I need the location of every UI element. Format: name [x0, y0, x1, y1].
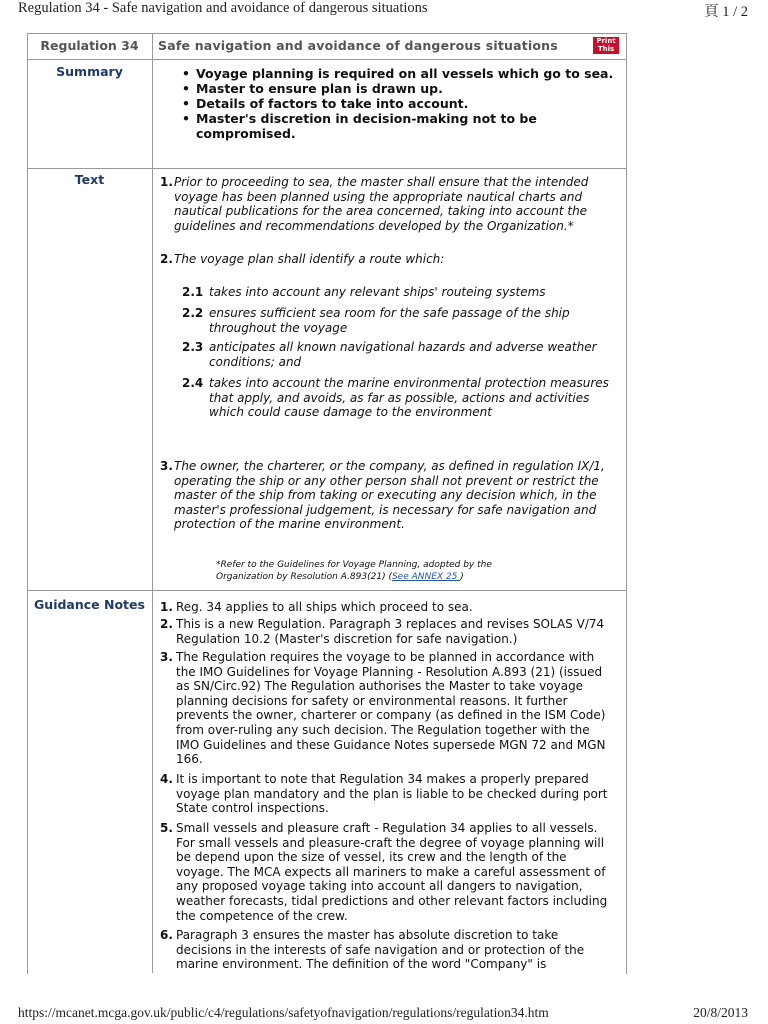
guidance-item: [160, 617, 615, 646]
item-number: 4.: [160, 772, 173, 786]
summary-item: • Details of factors to take into account.: [178, 96, 618, 111]
item-number: 2.: [160, 617, 173, 631]
print-button[interactable]: [593, 37, 619, 54]
guidance-item: [160, 928, 615, 972]
footnote-text: *Refer to the Guidelines for Voyage Planning, adopted by the Organization by Resolution A.893(21) (: [216, 560, 492, 582]
subitem-text: ensures sufficient sea room for the safe passage of the ship throughout the voyage: [209, 306, 570, 335]
summary-item: • Master's discretion in decision-making not to be compromised.: [178, 111, 618, 141]
item-text: The Regulation requires the voyage to be planned in accordance with the IMO Guidelines for Voyage Planning - Resolution A.893 (21) (issued as SN/Circ.92) The Regulation authorises the Master to take voyage planning decisions for safety or environmental reasons. It further prevents the owner, charterer or company (as defined in the ISM Code) from over-ruling any such decision. The Regulation together with the IMO Guidelines and these Guidance Notes supersede MGN 72 and MGN 166.: [176, 650, 606, 767]
paragraph-text: The voyage plan shall identify a route which:: [174, 252, 445, 266]
text-paragraph-3: [160, 459, 615, 532]
text-subitem: [182, 376, 612, 420]
text-subitem: [182, 306, 612, 335]
paragraph-number: 2.: [160, 252, 173, 266]
item-number: 5.: [160, 821, 173, 835]
row-divider: [27, 59, 626, 60]
subitem-number: 2.2: [182, 306, 204, 320]
item-text: This is a new Regulation. Paragraph 3 replaces and revises SOLAS V/74 Regulation 10.2 (Master's discretion for safe navigation.): [176, 617, 605, 646]
summary-item: • Master to ensure plan is drawn up.: [178, 81, 618, 96]
footnote: [216, 560, 546, 583]
print-button-label: This: [597, 45, 615, 53]
subitem-number: 2.3: [182, 340, 204, 354]
item-number: 6.: [160, 928, 173, 942]
text-subitem: [182, 285, 612, 300]
guidance-item: [160, 650, 615, 767]
regulation-label: Regulation 34: [40, 38, 139, 53]
page-footer-date: 20/8/2013: [693, 1005, 748, 1020]
paragraph-text: The owner, the charterer, or the company, as defined in regulation IX/1, operating the ship or any other person shall not prevent or restrict the master of the ship from taking or executing any decision which, in the master's professional judgement, is necessary for safe navigation and protection of the marine environment.: [174, 459, 605, 532]
paragraph-number: 3.: [160, 459, 173, 473]
paragraph-number: 1.: [160, 175, 173, 189]
item-number: 3.: [160, 650, 173, 664]
guidance-label: Guidance Notes: [34, 597, 145, 612]
text-subitem: [182, 340, 612, 369]
item-text: Small vessels and pleasure craft - Regulation 34 applies to all vessels. For small vessels and pleasure-craft the degree of voyage planning will be depend upon the size of vessel, its crew and the length of the voyage. The MCA expects all mariners to make a careful assessment of any proposed voyage taking into account all dangers to navigation, weather forecasts, tidal predictions and other relevant factors including the competence of the crew.: [176, 821, 608, 923]
annex-link[interactable]: See ANNEX 25: [391, 571, 461, 582]
page-header-title: Regulation 34 - Safe navigation and avoidance of dangerous situations: [18, 0, 428, 16]
guidance-item: [160, 772, 615, 816]
item-text: It is important to note that Regulation 34 makes a properly prepared voyage plan mandatory and the plan is liable to be checked during port State control inspections.: [176, 772, 608, 816]
subitem-number: 2.1: [182, 285, 204, 299]
text-paragraph-1: [160, 175, 615, 233]
page-footer-url: https://mcanet.mcga.gov.uk/public/c4/regulations/safetyofnavigation/regulations/regulation34.htm: [18, 1005, 549, 1020]
summary-list: [178, 66, 618, 141]
print-button-label: Print: [596, 37, 616, 45]
row-divider: [27, 590, 626, 591]
text-paragraph-2: [160, 252, 615, 267]
guidance-item: [160, 600, 615, 615]
item-number: 1.: [160, 600, 173, 614]
regulation-title: Safe navigation and avoidance of dangerous situations: [158, 38, 558, 53]
summary-label: Summary: [56, 64, 123, 79]
column-divider: [152, 33, 153, 973]
subitem-text: takes into account the marine environmental protection measures that apply, and avoids, as far as possible, actions and activities which could cause damage to the environment: [209, 376, 609, 420]
summary-item: • Voyage planning is required on all vessels which go to sea.: [178, 66, 618, 81]
page-indicator: 頁 1 / 2: [704, 4, 748, 20]
paragraph-text: Prior to proceeding to sea, the master shall ensure that the intended voyage has been planned using the appropriate nautical charts and nautical publications for the area concerned, taking into account the guidelines and recommendations developed by the Organization.*: [174, 175, 589, 233]
subitem-number: 2.4: [182, 376, 204, 390]
guidance-item: [160, 821, 615, 923]
subitem-text: takes into account any relevant ships' routeing systems: [209, 285, 546, 299]
subitem-text: anticipates all known navigational hazards and adverse weather conditions; and: [209, 340, 597, 369]
text-label: Text: [74, 172, 105, 187]
footnote-end: ): [460, 571, 464, 582]
item-text: Paragraph 3 ensures the master has absolute discretion to take decisions in the interests of safe navigation and or protection of the marine environment. The definition of the word "Company" is: [176, 928, 585, 972]
row-divider: [27, 168, 626, 169]
item-text: Reg. 34 applies to all ships which proceed to sea.: [176, 600, 473, 614]
